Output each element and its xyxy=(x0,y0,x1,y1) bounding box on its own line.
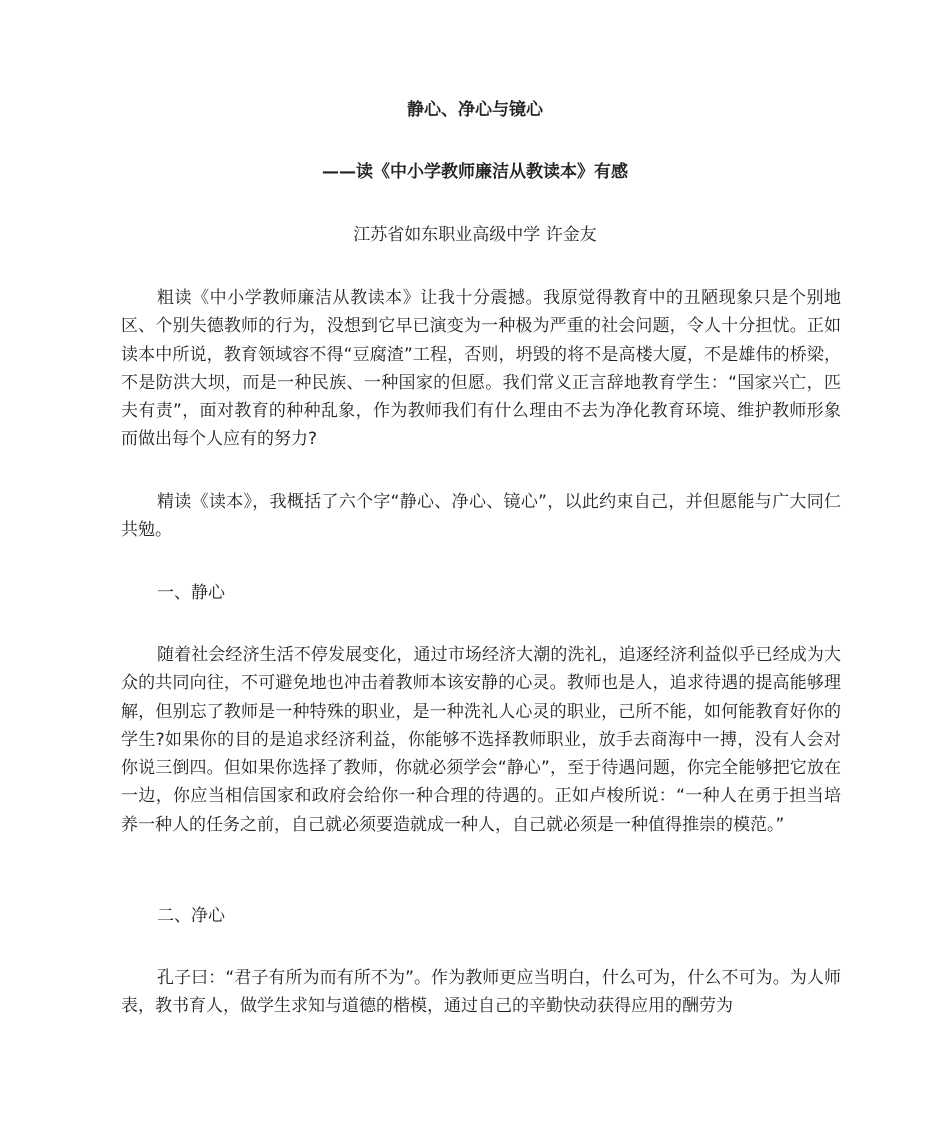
section-heading-jingxin: 一、静心 xyxy=(157,583,225,603)
author-line: 江苏省如东职业高级中学 许金友 xyxy=(353,225,597,245)
document-subtitle: ——读《中小学教师廉洁从教读本》有感 xyxy=(322,162,628,182)
paragraph-jingxin-pure: 孔子曰：“君子有所为而有所不为”。作为教师更应当明白，什么可为，什么不可为。为人师表，教书育人，做学生求知与道德的楷模，通过自己的辛勤快动获得应用的酬劳为 xyxy=(121,968,841,1017)
paragraph-intro: 粗读《中小学教师廉洁从教读本》让我十分震撼。我原觉得教育中的丑陋现象只是个别地区、个别失德教师的行为，没想到它早已演变为一种极为严重的社会问题，令人十分担忧。正如读本中所说，教育领域容不得“豆腐渣”工程，否则，坍毁的将不是高楼大厦，不是雄伟的桥梁，不是防洪大坝，而是一种民族、一种国家的但愿。我们常义正言辞地教育学生：“国家兴亡，匹夫有责”，面对教育的种种乱象，作为教师我们有什么理由不去为净化教育环境、维护教师形象而做出每个人应有的努力? xyxy=(121,288,841,450)
paragraph-summary: 精读《读本》，我概括了六个字“静心、净心、镜心”，以此约束自己，并但愿能与广大同仁共勉。 xyxy=(121,492,841,541)
section-heading-jingxin-pure: 二、净心 xyxy=(157,906,225,926)
document-title: 静心、净心与镜心 xyxy=(407,100,543,120)
paragraph-jingxin: 随着社会经济生活不停发展变化，通过市场经济大潮的洗礼，追逐经济利益似乎已经成为大众的共同向往，不可避免地也冲击着教师本该安静的心灵。教师也是人，追求待遇的提高能够理解，但别忘了教师是一种特殊的职业，是一种洗礼人心灵的职业，己所不能，如何能教育好你的学生?如果你的目的是追求经济利益，你能够不选择教师职业，放手去商海中一搏，没有人会对你说三倒四。但如果你选择了教师，你就必须学会“静心”，至于待遇问题，你完全能够把它放在一边，你应当相信国家和政府会给你一种合理的待遇的。正如卢梭所说：“一种人在勇于担当培养一种人的任务之前，自己就必须要造就成一种人，自己就必须是一种值得推崇的模范。” xyxy=(121,645,841,835)
